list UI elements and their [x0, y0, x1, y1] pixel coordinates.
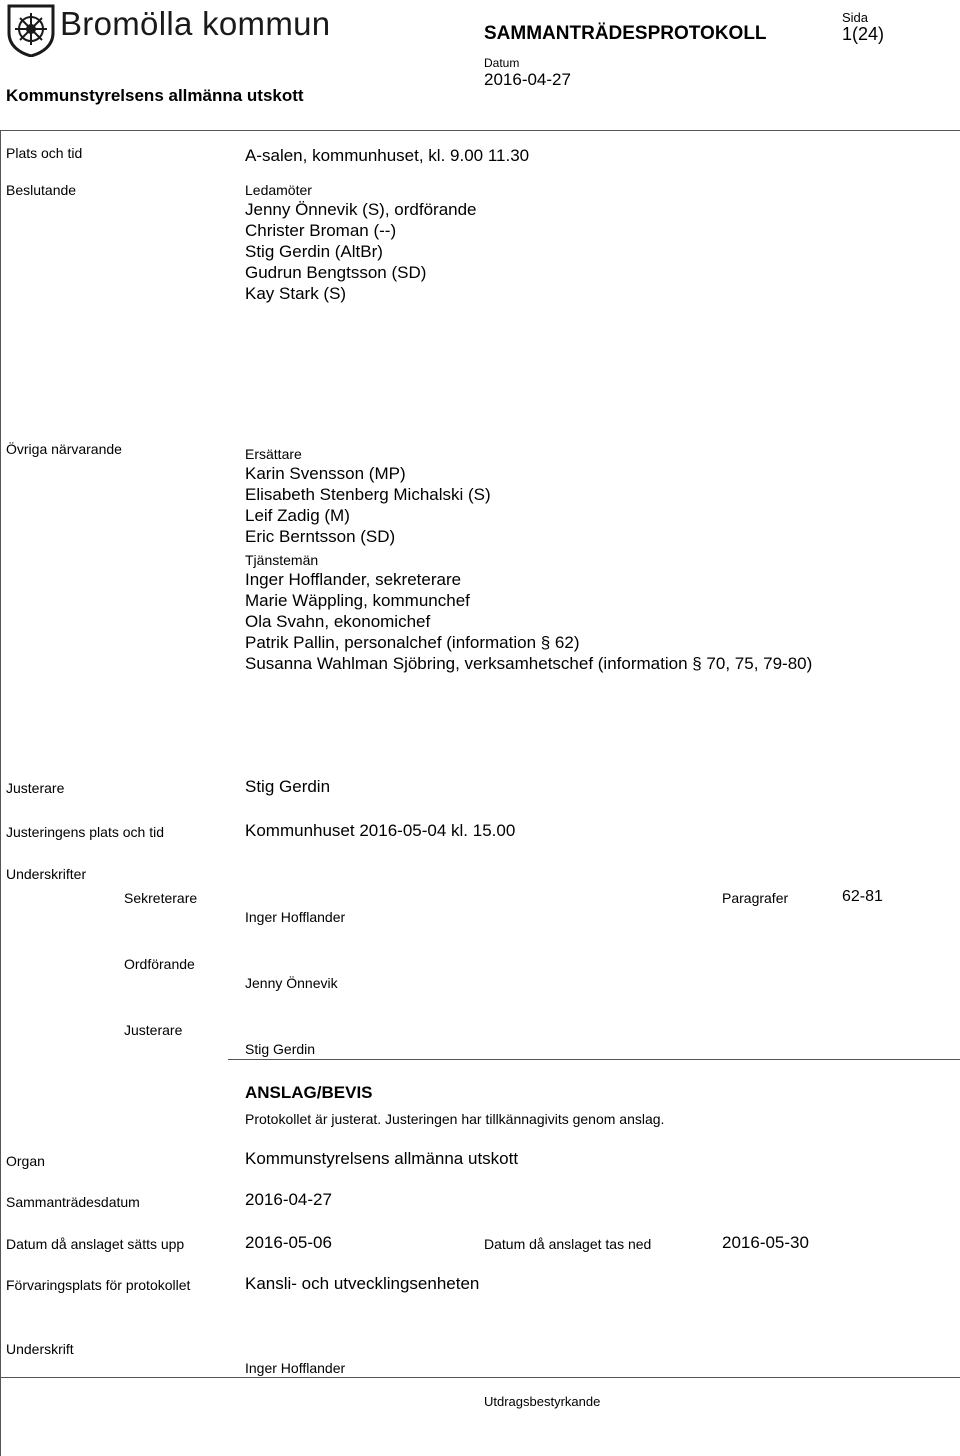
others-label: Övriga närvarande [6, 441, 122, 457]
notice-text: Protokollet är justerat. Justeringen har tillkännagivits genom anslag. [245, 1111, 665, 1127]
official: Inger Hofflander, sekreterare [245, 570, 462, 589]
secretary-label: Sekreterare [124, 890, 198, 906]
signatures-heading: Underskrifter [6, 866, 87, 882]
substitute: Elisabeth Stenberg Michalski (S) [245, 485, 491, 504]
substitute: Eric Berntsson (SD) [245, 527, 396, 546]
committee-name: Kommunstyrelsens allmänna utskott [6, 86, 304, 105]
extract-left-border [0, 1377, 1, 1456]
place-value: A-salen, kommunhuset, kl. 9.00 11.30 [245, 146, 530, 165]
storage-value: Kansli- och utvecklingsenheten [245, 1274, 480, 1293]
organ-label: Organ [6, 1153, 45, 1169]
adjustment-place-label: Justeringens plats och tid [6, 824, 164, 840]
left-border [0, 130, 1, 1378]
member: Christer Broman (--) [245, 221, 397, 240]
paragraphs-value: 62-81 [842, 888, 883, 905]
notice-heading: ANSLAG/BEVIS [245, 1083, 373, 1102]
substitutes-heading: Ersättare [245, 446, 302, 462]
chair-label: Ordförande [124, 956, 195, 972]
members-block [245, 181, 477, 304]
page-number: 1(24) [842, 24, 885, 44]
members-heading: Ledamöter [245, 182, 312, 198]
municipality-logo [6, 3, 331, 59]
signature-adjuster-name: Stig Gerdin [245, 1041, 316, 1057]
official: Susanna Wahlman Sjöbring, verksamhetschef (information § 70, 75, 79-80) [245, 654, 813, 673]
member: Stig Gerdin (AltBr) [245, 242, 383, 261]
document-title: SAMMANTRÄDESPROTOKOLL [484, 23, 767, 44]
page-label: Sida [842, 10, 869, 25]
coat-of-arms-icon [6, 3, 56, 57]
substitute: Leif Zadig (M) [245, 506, 350, 525]
secretary-name: Inger Hofflander [245, 909, 346, 925]
official: Patrik Pallin, personalchef (information § 62) [245, 633, 580, 652]
organ-value: Kommunstyrelsens allmänna utskott [245, 1149, 519, 1168]
posted-value: 2016-05-06 [245, 1233, 332, 1252]
member: Kay Stark (S) [245, 284, 347, 303]
member: Jenny Önnevik (S), ordförande [245, 200, 477, 219]
posted-label: Datum då anslaget sätts upp [6, 1236, 185, 1252]
logo-wordmark: Bromölla kommun [60, 5, 331, 42]
header-divider [0, 130, 960, 131]
header-date: 2016-04-27 [484, 70, 571, 89]
removed-label: Datum då anslaget tas ned [484, 1236, 652, 1252]
bottom-divider [0, 1377, 960, 1378]
meeting-date-value: 2016-04-27 [245, 1190, 332, 1209]
member: Gudrun Bengtsson (SD) [245, 263, 427, 282]
date-label: Datum [484, 56, 520, 70]
removed-value: 2016-05-30 [722, 1233, 809, 1252]
meeting-date-label: Sammanträdesdatum [6, 1194, 140, 1210]
extract-label: Utdragsbestyrkande [484, 1394, 601, 1409]
notice-signature-label: Underskrift [6, 1341, 74, 1357]
signature-adjuster-label: Justerare [124, 1022, 183, 1038]
storage-label: Förvaringsplats för protokollet [6, 1277, 191, 1293]
notice-divider [228, 1059, 960, 1060]
official: Ola Svahn, ekonomichef [245, 612, 431, 631]
substitute: Karin Svensson (MP) [245, 464, 406, 483]
notice-signature-name: Inger Hofflander [245, 1360, 346, 1376]
attendees-block [245, 445, 812, 674]
decision-label: Beslutande [6, 182, 77, 198]
adjuster-value: Stig Gerdin [245, 777, 331, 796]
adjustment-place-value: Kommunhuset 2016-05-04 kl. 15.00 [245, 821, 516, 840]
officials-heading: Tjänstemän [245, 552, 319, 568]
chair-name: Jenny Önnevik [245, 975, 338, 991]
paragraphs-label: Paragrafer [722, 890, 789, 906]
place-label: Plats och tid [6, 145, 83, 161]
official: Marie Wäppling, kommunchef [245, 591, 470, 610]
adjuster-label: Justerare [6, 780, 65, 796]
